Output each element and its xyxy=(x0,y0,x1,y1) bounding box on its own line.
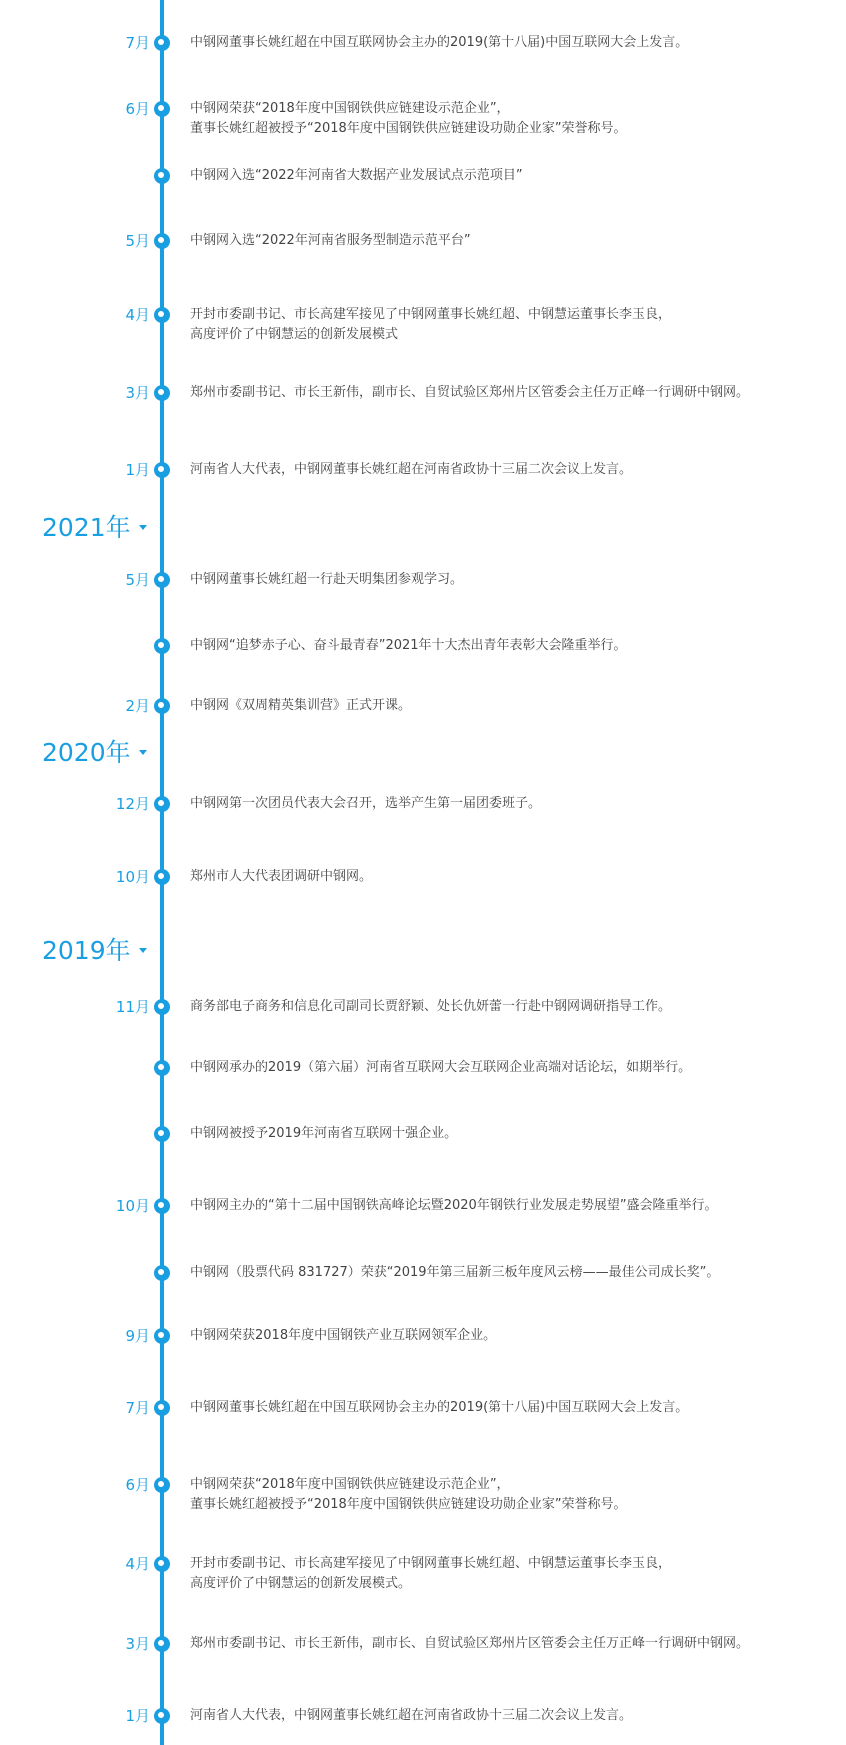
entry-month: 3月 xyxy=(125,384,150,402)
entry-description xyxy=(190,1326,830,1346)
year-heading[interactable] xyxy=(42,736,147,770)
entry-description xyxy=(190,636,830,656)
entry-month: 6月 xyxy=(125,100,150,118)
timeline-entry xyxy=(0,1197,846,1215)
entry-description xyxy=(190,166,830,186)
entry-text-line: 中钢网“追梦赤子心、奋斗最青春”2021年十大杰出青年表彰大会隆重举行。 xyxy=(190,638,627,653)
entry-text-line: 中钢网主办的“第十二届中国钢铁高峰论坛暨2020年钢铁行业发展走势展望”盛会隆重举行。 xyxy=(190,1198,718,1213)
year-label: 2021年 xyxy=(42,513,131,542)
timeline-entry xyxy=(0,1265,846,1280)
entry-month: 7月 xyxy=(125,1399,150,1417)
entry-month: 6月 xyxy=(125,1476,150,1494)
entry-text-line: 中钢网董事长姚红超在中国互联网协会主办的2019(第十八届)中国互联网大会上发言。 xyxy=(190,1400,689,1415)
timeline-dot-icon xyxy=(154,638,170,654)
timeline-entry xyxy=(0,998,846,1016)
entry-text-line: 商务部电子商务和信息化司副司长贾舒颖、处长仇妍蕾一行赴中钢网调研指导工作。 xyxy=(190,999,672,1014)
timeline-dot-icon xyxy=(154,462,170,478)
timeline-entry xyxy=(0,697,846,715)
timeline-dot-icon xyxy=(154,168,170,184)
entry-description xyxy=(190,1634,830,1654)
entry-text-line: 中钢网（股票代码 831727）荣获“2019年第三届新三板年度风云榜——最佳公司成长奖”。 xyxy=(190,1265,720,1280)
entry-month: 3月 xyxy=(125,1635,150,1653)
entry-text-line: 中钢网入选“2022年河南省大数据产业发展试点示范项目” xyxy=(190,168,523,183)
year-label: 2020年 xyxy=(42,738,131,767)
timeline-entry xyxy=(0,1399,846,1417)
timeline-entry xyxy=(0,1635,846,1653)
timeline-entry xyxy=(0,1327,846,1345)
entry-description xyxy=(190,305,830,345)
timeline-dot-icon xyxy=(154,1400,170,1416)
entry-text-line: 河南省人大代表，中钢网董事长姚红超在河南省政协十三届二次会议上发言。 xyxy=(190,462,633,477)
timeline-entry xyxy=(0,1707,846,1725)
entry-text-line: 开封市委副书记、市长高建军接见了中钢网董事长姚红超、中钢慧运董事长李玉良， xyxy=(190,1556,672,1571)
entry-text-line: 中钢网董事长姚红超在中国互联网协会主办的2019(第十八届)中国互联网大会上发言。 xyxy=(190,35,689,50)
year-label: 2019年 xyxy=(42,936,131,965)
entry-month: 5月 xyxy=(125,232,150,250)
entry-text-line: 中钢网承办的2019（第六届）河南省互联网大会互联网企业高端对话论坛，如期举行。 xyxy=(190,1060,692,1075)
entry-text-line: 高度评价了中钢慧运的创新发展模式。 xyxy=(190,1576,412,1591)
entry-text-line: 中钢网入选“2022年河南省服务型制造示范平台” xyxy=(190,233,471,248)
timeline-entry xyxy=(0,232,846,250)
entry-text-line: 中钢网《双周精英集训营》正式开课。 xyxy=(190,698,412,713)
timeline-entry xyxy=(0,1555,846,1591)
entry-description xyxy=(190,1706,830,1726)
entry-text-line: 中钢网荣获“2018年度中国钢铁供应链建设示范企业”， xyxy=(190,101,510,116)
caret-down-icon[interactable] xyxy=(139,750,147,755)
year-heading[interactable] xyxy=(42,934,147,968)
timeline-entry xyxy=(0,1126,846,1141)
entry-text-line: 董事长姚红超被授予“2018年度中国钢铁供应链建设功勋企业家”荣誉称号。 xyxy=(190,121,627,136)
entry-description xyxy=(190,383,830,403)
timeline-dot-icon xyxy=(154,1708,170,1724)
timeline-entry xyxy=(0,638,846,653)
entry-month: 4月 xyxy=(125,1555,150,1573)
entry-description xyxy=(190,33,830,53)
entry-description xyxy=(190,460,830,480)
timeline-entry xyxy=(0,306,846,342)
timeline-dot-icon xyxy=(154,35,170,51)
timeline-entry xyxy=(0,571,846,589)
timeline-entry xyxy=(0,34,846,52)
timeline-dot-icon xyxy=(154,1126,170,1142)
entry-description xyxy=(190,867,830,887)
timeline-dot-icon xyxy=(154,1636,170,1652)
entry-month: 1月 xyxy=(125,1707,150,1725)
entry-month: 10月 xyxy=(115,868,150,886)
timeline-dot-icon xyxy=(154,698,170,714)
entry-description xyxy=(190,1554,830,1594)
timeline-dot-icon xyxy=(154,307,170,323)
timeline-dot-icon xyxy=(154,572,170,588)
timeline-dot-icon xyxy=(154,1198,170,1214)
entry-description xyxy=(190,1263,830,1283)
timeline-dot-icon xyxy=(154,869,170,885)
entry-description xyxy=(190,997,830,1017)
timeline-dot-icon xyxy=(154,1060,170,1076)
timeline-entry xyxy=(0,795,846,813)
entry-description xyxy=(190,99,830,139)
timeline-dot-icon xyxy=(154,999,170,1015)
entry-month: 9月 xyxy=(125,1327,150,1345)
timeline-entry xyxy=(0,100,846,136)
entry-month: 11月 xyxy=(115,998,150,1016)
timeline-entry xyxy=(0,1476,846,1512)
timeline-dot-icon xyxy=(154,1328,170,1344)
timeline-dot-icon xyxy=(154,1556,170,1572)
timeline-entry xyxy=(0,1060,846,1075)
caret-down-icon[interactable] xyxy=(139,525,147,530)
entry-description xyxy=(190,1124,830,1144)
timeline-dot-icon xyxy=(154,101,170,117)
entry-month: 4月 xyxy=(125,306,150,324)
entry-text-line: 中钢网第一次团员代表大会召开，选举产生第一届团委班子。 xyxy=(190,796,542,811)
entry-text-line: 中钢网荣获2018年度中国钢铁产业互联网领军企业。 xyxy=(190,1328,497,1343)
entry-month: 1月 xyxy=(125,461,150,479)
entry-text-line: 中钢网被授予2019年河南省互联网十强企业。 xyxy=(190,1126,458,1141)
entry-description xyxy=(190,570,830,590)
entry-month: 12月 xyxy=(115,795,150,813)
entry-description xyxy=(190,1475,830,1515)
entry-month: 2月 xyxy=(125,697,150,715)
timeline-entry xyxy=(0,384,846,402)
entry-text-line: 中钢网荣获“2018年度中国钢铁供应链建设示范企业”， xyxy=(190,1477,510,1492)
timeline-dot-icon xyxy=(154,233,170,249)
entry-description xyxy=(190,1196,830,1216)
entry-text-line: 开封市委副书记、市长高建军接见了中钢网董事长姚红超、中钢慧运董事长李玉良， xyxy=(190,307,672,322)
year-heading[interactable] xyxy=(42,511,147,545)
entry-description xyxy=(190,696,830,716)
entry-text-line: 中钢网董事长姚红超一行赴天明集团参观学习。 xyxy=(190,572,464,587)
timeline-entry xyxy=(0,461,846,479)
timeline-entry xyxy=(0,868,846,886)
timeline-dot-icon xyxy=(154,1265,170,1281)
entry-text-line: 郑州市人大代表团调研中钢网。 xyxy=(190,869,373,884)
entry-description xyxy=(190,231,830,251)
entry-month: 10月 xyxy=(115,1197,150,1215)
timeline-dot-icon xyxy=(154,796,170,812)
entry-month: 5月 xyxy=(125,571,150,589)
entry-description xyxy=(190,1398,830,1418)
entry-text-line: 高度评价了中钢慧运的创新发展模式 xyxy=(190,327,399,342)
timeline-entry xyxy=(0,168,846,183)
entry-month: 7月 xyxy=(125,34,150,52)
caret-down-icon[interactable] xyxy=(139,948,147,953)
entry-description xyxy=(190,794,830,814)
timeline-dot-icon xyxy=(154,1477,170,1493)
entry-description xyxy=(190,1058,830,1078)
entry-text-line: 河南省人大代表，中钢网董事长姚红超在河南省政协十三届二次会议上发言。 xyxy=(190,1708,633,1723)
timeline-dot-icon xyxy=(154,385,170,401)
entry-text-line: 郑州市委副书记、市长王新伟，副市长、自贸试验区郑州片区管委会主任万正峰一行调研中钢网。 xyxy=(190,385,750,400)
entry-text-line: 郑州市委副书记、市长王新伟，副市长、自贸试验区郑州片区管委会主任万正峰一行调研中钢网。 xyxy=(190,1636,750,1651)
entry-text-line: 董事长姚红超被授予“2018年度中国钢铁供应链建设功勋企业家”荣誉称号。 xyxy=(190,1497,627,1512)
